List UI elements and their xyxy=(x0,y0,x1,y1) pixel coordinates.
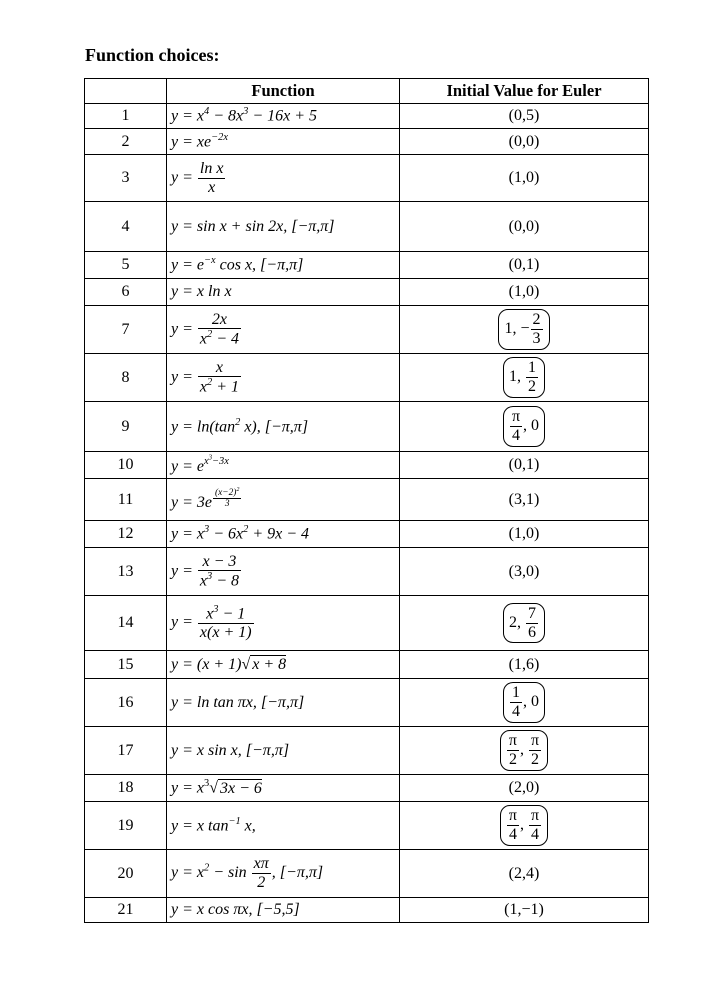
table-header-row xyxy=(85,79,649,104)
row-number: 9 xyxy=(85,402,167,452)
function-formula: y = sin x + sin 2x, [−π,π] xyxy=(167,202,400,252)
row-number: 13 xyxy=(85,548,167,596)
table-row xyxy=(85,521,649,548)
function-formula: $y = e^{-x}$ cos x, [−π,π] xyxy=(167,252,400,279)
table-row xyxy=(85,802,649,850)
row-number: 21 xyxy=(85,898,167,923)
initial-value: (0,0) xyxy=(400,129,649,155)
function-formula: $y = \ln(\tan^2$ x), [−π,π] xyxy=(167,402,400,452)
row-number: 11 xyxy=(85,479,167,521)
function-formula: $y = x^3 - 6x^2 + 9x - 4$ xyxy=(167,521,400,548)
initial-value: (1,0) xyxy=(400,521,649,548)
function-formula: y = $\frac{x^3 - 1}{x(x + 1)}$ xyxy=(167,596,400,651)
function-formula: y = x $\tan^{-1} x$, xyxy=(167,802,400,850)
row-number: 2 xyxy=(85,129,167,155)
function-formula: y = $\frac{x - 3}{x^3 - 8}$ xyxy=(167,548,400,596)
row-number: 12 xyxy=(85,521,167,548)
function-formula: y = $\frac{\text{ln x}}{x}$ xyxy=(167,155,400,202)
initial-value: (0,1) xyxy=(400,452,649,479)
header-function: Function xyxy=(167,79,400,104)
initial-value: (2,4) xyxy=(400,850,649,898)
function-formula: $y = xe^{-2x}$ xyxy=(167,129,400,155)
row-number: 16 xyxy=(85,679,167,727)
row-number: 10 xyxy=(85,452,167,479)
table-row xyxy=(85,155,649,202)
row-number: 1 xyxy=(85,104,167,129)
row-number: 17 xyxy=(85,727,167,775)
row-number: 14 xyxy=(85,596,167,651)
initial-value: $\frac{\pi}{4}$ , 0 xyxy=(400,402,649,452)
table-row xyxy=(85,452,649,479)
table-row xyxy=(85,402,649,452)
function-formula: y = (x + 1)√ x + 8 xyxy=(167,651,400,679)
header-initial-value: Initial Value for Euler xyxy=(400,79,649,104)
table-row xyxy=(85,279,649,306)
function-formula: $y = e^{x^3-3x}$ xyxy=(167,452,400,479)
row-number: 19 xyxy=(85,802,167,850)
page-title: Function choices: xyxy=(85,45,220,65)
row-number: 4 xyxy=(85,202,167,252)
function-formula: y = x sin x, [−π,π] xyxy=(167,727,400,775)
initial-value: (1,6) xyxy=(400,651,649,679)
initial-value: (0,5) xyxy=(400,104,649,129)
table-row xyxy=(85,775,649,802)
initial-value: (0,1) xyxy=(400,252,649,279)
table-row xyxy=(85,651,649,679)
row-number: 8 xyxy=(85,354,167,402)
table-row xyxy=(85,252,649,279)
function-formula: y = ln tan πx, [−π,π] xyxy=(167,679,400,727)
table-row xyxy=(85,679,649,727)
table-row xyxy=(85,354,649,402)
initial-value: 2, $\frac{7}{6}$ xyxy=(400,596,649,651)
initial-value: $\frac{\pi}{2}$ , $\frac{\pi}{2}$ xyxy=(400,727,649,775)
header-number xyxy=(85,79,167,104)
table-row xyxy=(85,202,649,252)
function-formula: y = x ln x xyxy=(167,279,400,306)
function-formula: $y = x^3√$ 3x − 6 xyxy=(167,775,400,802)
initial-value: (1,−1) xyxy=(400,898,649,923)
initial-value: (3,0) xyxy=(400,548,649,596)
row-number: 3 xyxy=(85,155,167,202)
table-row xyxy=(85,596,649,651)
function-table xyxy=(84,78,649,923)
row-number: 15 xyxy=(85,651,167,679)
initial-value: (1,0) xyxy=(400,279,649,306)
function-formula: y = 3e $^{\frac{(x-2)^2}{3}}$ xyxy=(167,479,400,521)
table-row xyxy=(85,727,649,775)
initial-value: (1,0) xyxy=(400,155,649,202)
row-number: 6 xyxy=(85,279,167,306)
function-formula: $y = x^2 - \sin$ $\frac{x\pi}{2}$ , [−π,π] xyxy=(167,850,400,898)
table-row xyxy=(85,548,649,596)
initial-value: 1, − $\frac{2}{3}$ xyxy=(400,306,649,354)
table-row xyxy=(85,129,649,155)
table-row xyxy=(85,479,649,521)
function-formula: y = $\frac{2x}{x^2 - 4}$ xyxy=(167,306,400,354)
function-formula: y = $\frac{x}{x^2 + 1}$ xyxy=(167,354,400,402)
function-formula: $y = x^4 - 8x^3 - 16x + 5$ xyxy=(167,104,400,129)
row-number: 5 xyxy=(85,252,167,279)
initial-value: (0,0) xyxy=(400,202,649,252)
initial-value: (2,0) xyxy=(400,775,649,802)
initial-value: $\frac{1}{4}$ , 0 xyxy=(400,679,649,727)
table-row xyxy=(85,850,649,898)
initial-value: 1, $\frac{1}{2}$ xyxy=(400,354,649,402)
table-row xyxy=(85,306,649,354)
initial-value: (3,1) xyxy=(400,479,649,521)
row-number: 7 xyxy=(85,306,167,354)
initial-value: $\frac{\pi}{4}$ , $\frac{\pi}{4}$ xyxy=(400,802,649,850)
row-number: 20 xyxy=(85,850,167,898)
function-formula: y = x cos πx, [−5,5] xyxy=(167,898,400,923)
row-number: 18 xyxy=(85,775,167,802)
table-row xyxy=(85,898,649,923)
table-row xyxy=(85,104,649,129)
